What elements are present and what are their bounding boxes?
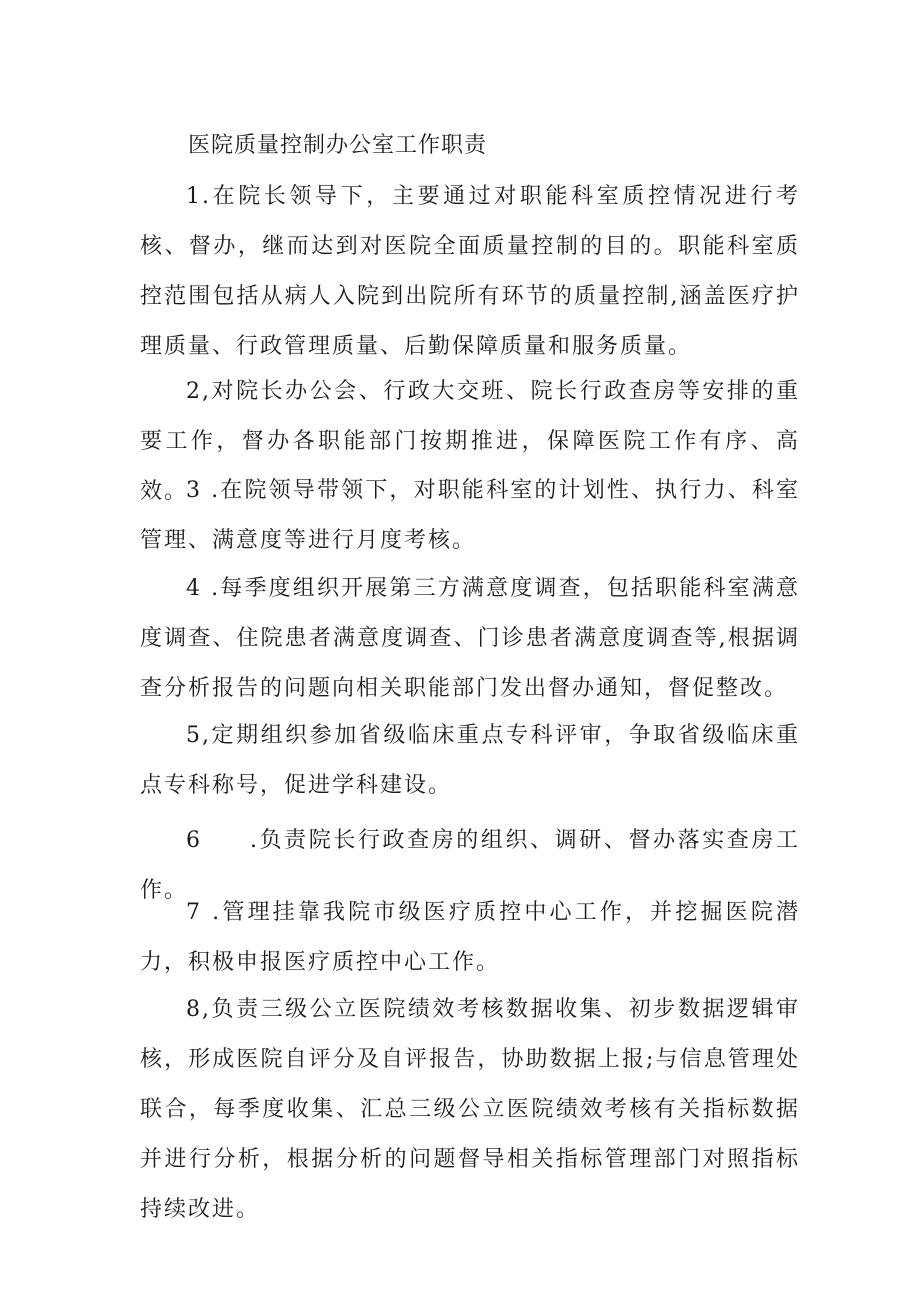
paragraph-7: 7 .管理挂靠我院市级医疗质控中心工作，并挖掘医院潜力，积极申报医疗质控中心工作。	[140, 900, 800, 975]
paragraph-6: 6 .负责院长行政查房的组织、调研、督办落实查房工作。	[140, 828, 800, 903]
paragraph-4: 4 .每季度组织开展第三方满意度调查，包括职能科室满意度调查、住院患者满意度调查、门诊患者满意度调查等,根据调查分析报告的问题向相关职能部门发出督办通知，督促整改。	[140, 576, 800, 701]
paragraph-3: 3 .在院领导带领下，对职能科室的计划性、执行力、科室管理、满意度等进行月度考核。	[140, 478, 800, 553]
document-title: 医院质量控制办公室工作职责	[188, 133, 488, 158]
paragraph-5: 5,定期组织参加省级临床重点专科评审，争取省级临床重点专科称号，促进学科建设。	[140, 723, 800, 798]
paragraph-2: 2,对院长办公会、行政大交班、院长行政查房等安排的重要工作，督办各职能部门按期推进，保障医院工作有序、高效。	[140, 379, 800, 504]
paragraph-8: 8,负责三级公立医院绩效考核数据收集、初步数据逻辑审核，形成医院自评分及自评报告，协助数据上报;与信息管理处联合，每季度收集、汇总三级公立医院绩效考核有关指标数据并进行分析，根据分析的问题督导相关指标管理部门对照指标持续改进。	[140, 997, 800, 1222]
paragraph-1: 1.在院长领导下，主要通过对职能科室质控情况进行考核、督办，继而达到对医院全面质量控制的目的。职能科室质控范围包括从病人入院到出院所有环节的质量控制,涵盖医疗护理质量、行政管理质量、后勤保障质量和服务质量。	[140, 184, 800, 359]
